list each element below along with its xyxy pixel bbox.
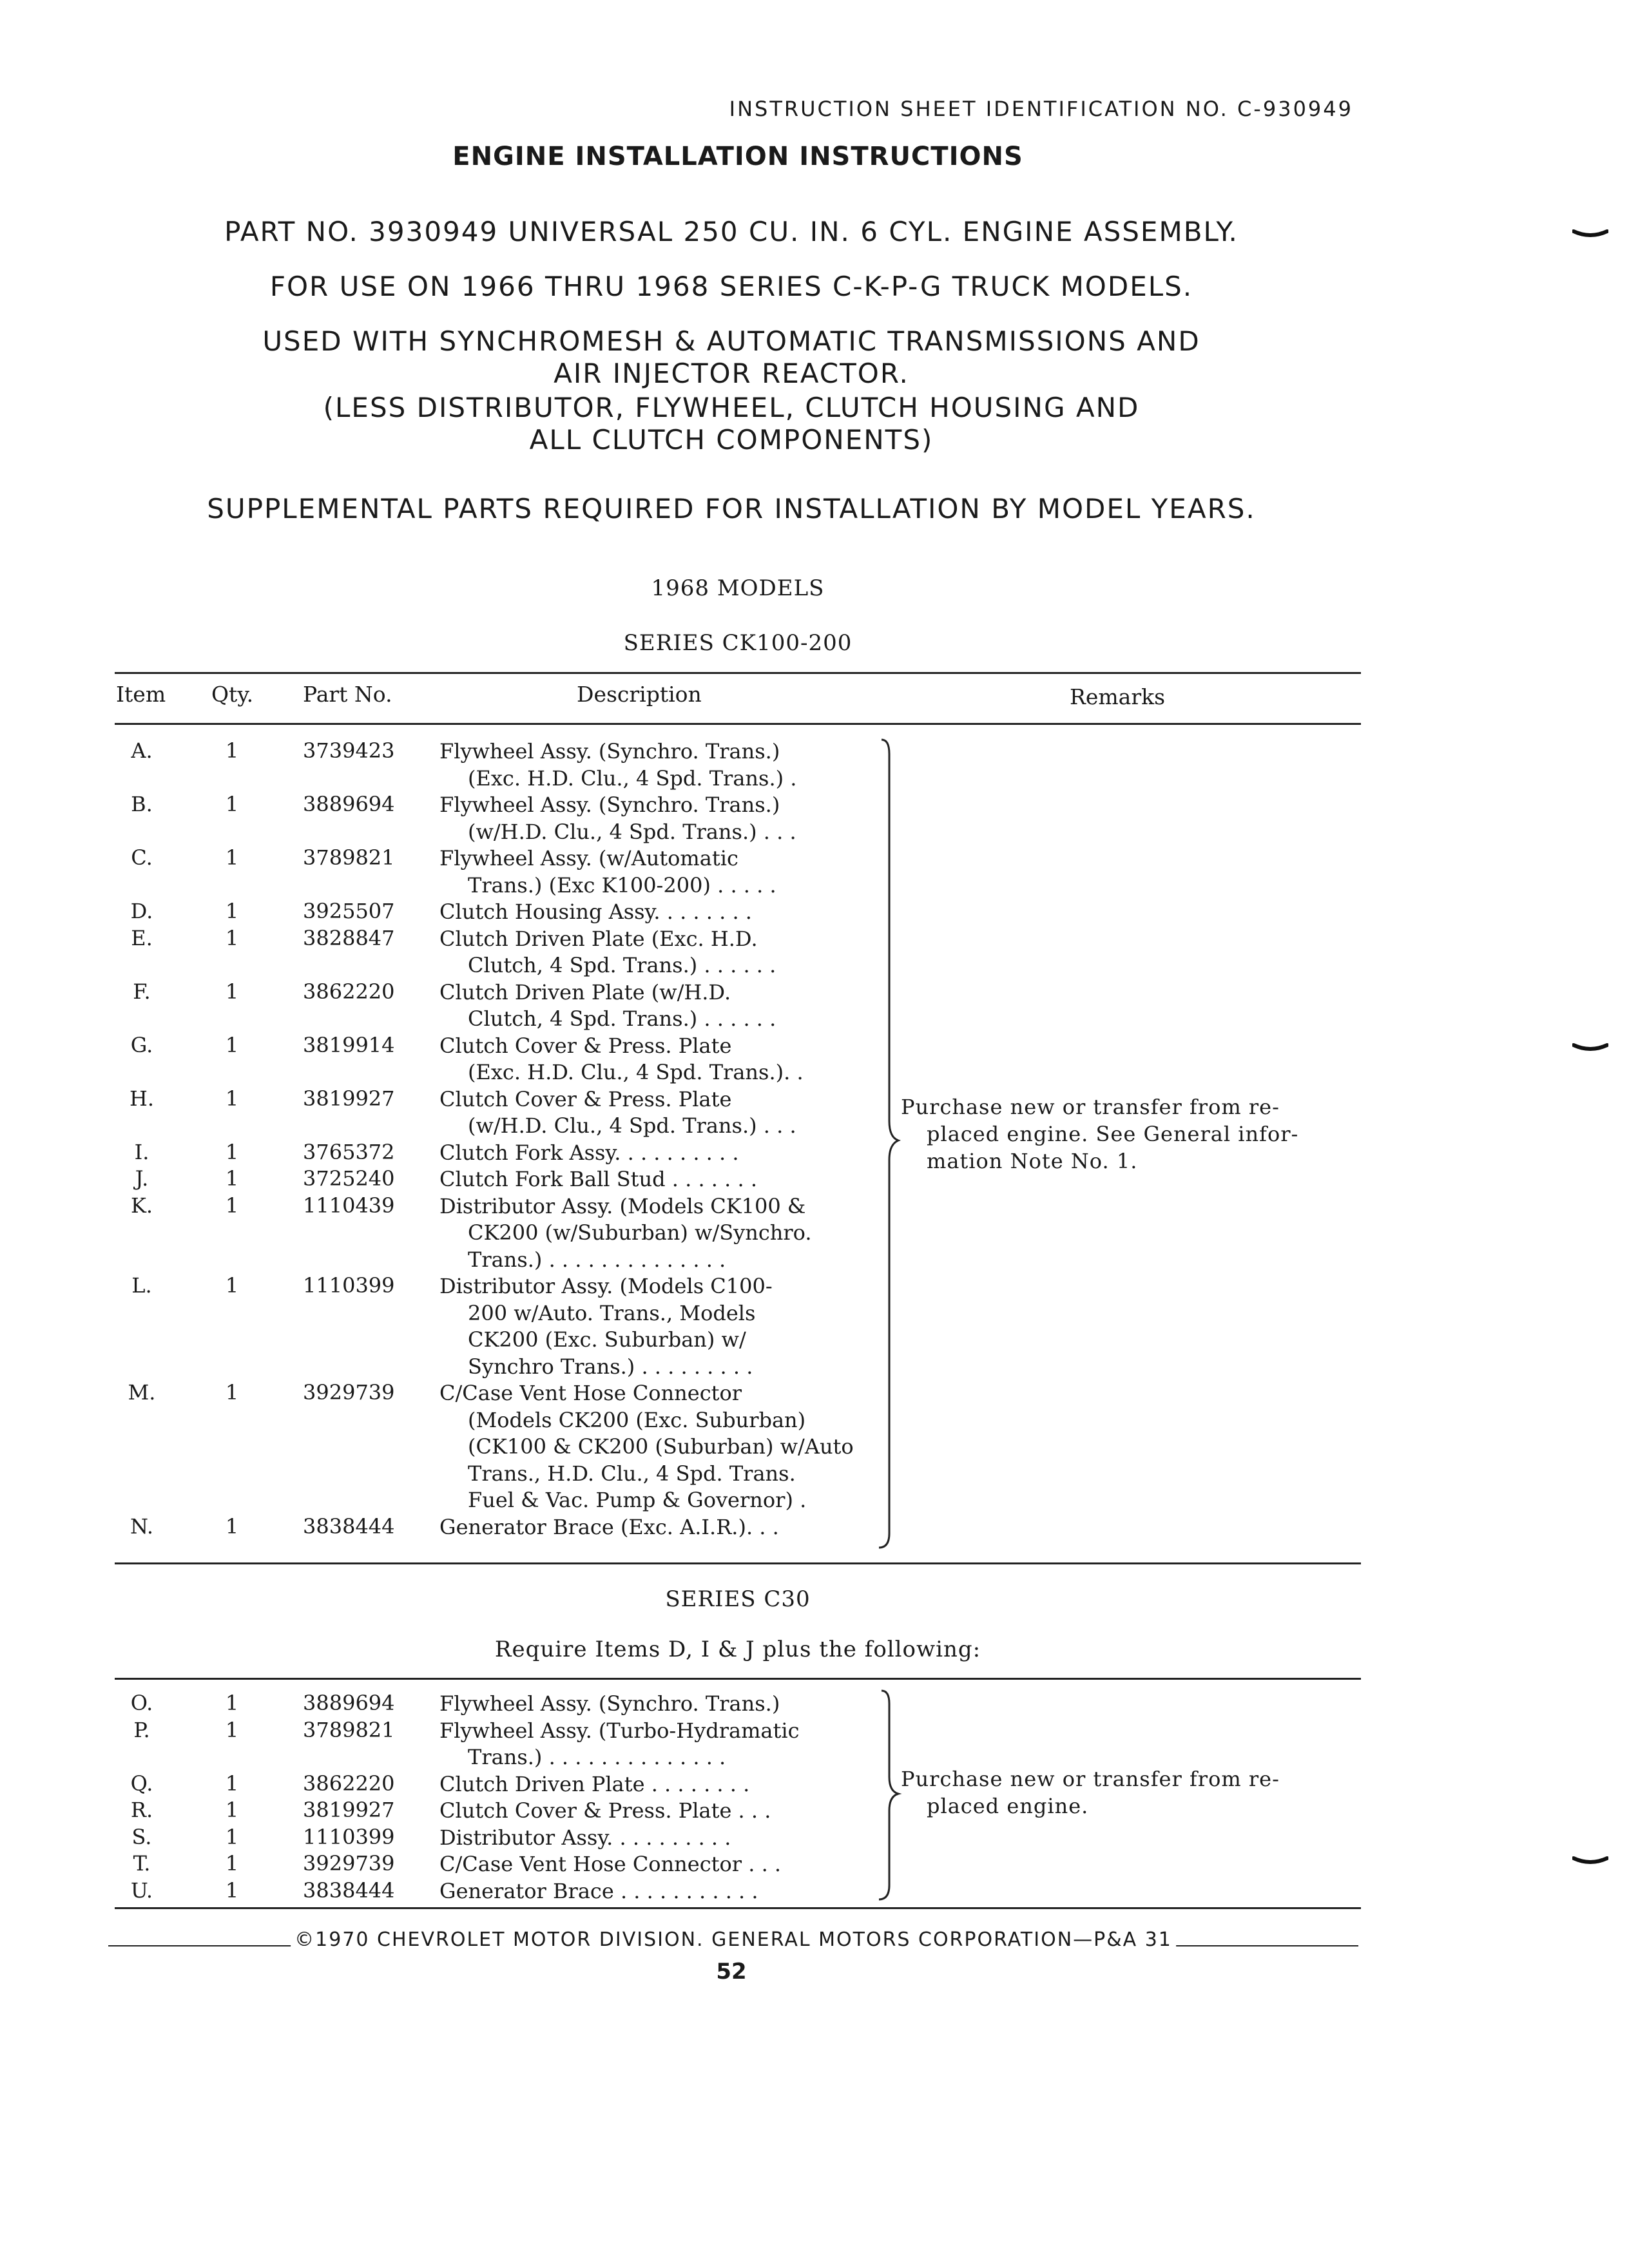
item-letter: L.: [131, 1273, 152, 1298]
quantity: 1: [225, 1798, 239, 1822]
description-line: Trans.) (Exc K100-200) . . . . .: [468, 872, 776, 898]
quantity: 1: [225, 1878, 239, 1903]
description-line: C/Case Vent Hose Connector . . .: [439, 1852, 782, 1876]
description-line: (Models CK200 (Exc. Suburban): [468, 1407, 806, 1432]
description-line: Generator Brace . . . . . . . . . . .: [439, 1878, 758, 1903]
description-line: C/Case Vent Hose Connector: [439, 1381, 742, 1405]
description-line: Clutch Driven Plate (Exc. H.D.: [439, 926, 758, 951]
item-letter: D.: [130, 899, 153, 923]
headline-air-injector: AIR INJECTOR REACTOR.: [554, 358, 909, 389]
page-title: ENGINE INSTALLATION INSTRUCTIONS: [452, 142, 1023, 171]
description-line: Flywheel Assy. (w/Automatic: [439, 846, 738, 870]
item-letter: J.: [135, 1166, 149, 1191]
description-line: Clutch Cover & Press. Plate: [439, 1033, 732, 1058]
item-letter: P.: [133, 1717, 150, 1742]
instruction-sheet-id: INSTRUCTION SHEET IDENTIFICATION NO. C-930949: [729, 97, 1353, 121]
description-line: Flywheel Assy. (Turbo-Hydramatic: [439, 1718, 800, 1743]
description: [439, 1033, 865, 1086]
margin-mark: [1572, 1043, 1608, 1053]
part-number: 1110399: [303, 1824, 395, 1849]
description: [439, 1878, 865, 1905]
part-number: 3739423: [303, 738, 395, 763]
quantity: 1: [225, 1691, 239, 1715]
part-number: 3838444: [303, 1514, 395, 1539]
description-line: Flywheel Assy. (Synchro. Trans.): [439, 793, 780, 817]
item-letter: M.: [128, 1380, 156, 1405]
table-header-rule: [115, 723, 1361, 725]
part-number: 3789821: [303, 1717, 395, 1742]
remarks-line: Purchase new or transfer from re-: [901, 1767, 1280, 1791]
item-letter: I.: [134, 1139, 149, 1164]
quantity: 1: [225, 899, 239, 923]
part-number: 3789821: [303, 845, 395, 870]
description-line: (w/H.D. Clu., 4 Spd. Trans.) . . .: [468, 1113, 796, 1138]
description-line: Clutch Fork Assy. . . . . . . . . .: [439, 1140, 739, 1165]
description: [439, 845, 865, 899]
part-number: 3819927: [303, 1086, 395, 1111]
remarks-text-1: [901, 1093, 1365, 1175]
headline-usage: FOR USE ON 1966 THRU 1968 SERIES C-K-P-G TRUCK MODELS.: [269, 271, 1193, 302]
description-line: Trans.) . . . . . . . . . . . . . .: [468, 1247, 726, 1272]
description-line: Distributor Assy. (Models CK100 &: [439, 1193, 806, 1218]
part-number: 3838444: [303, 1878, 395, 1903]
description-line: CK200 (Exc. Suburban) w/: [468, 1327, 746, 1352]
item-letter: E.: [131, 925, 153, 950]
require-items-note: Require Items D, I & J plus the following:: [494, 1637, 981, 1662]
description: [439, 1514, 865, 1541]
quantity: 1: [225, 1139, 239, 1164]
column-header-description: Description: [577, 682, 702, 707]
part-number: 3765372: [303, 1139, 395, 1164]
headline-less-components: (LESS DISTRIBUTOR, FLYWHEEL, CLUTCH HOUSING AND: [323, 392, 1140, 423]
description-line: Clutch Cover & Press. Plate: [439, 1086, 732, 1111]
remarks-line: mation Note No. 1.: [927, 1149, 1138, 1173]
table2-top-rule: [115, 1678, 1361, 1680]
quantity: 1: [225, 1851, 239, 1876]
quantity: 1: [225, 845, 239, 870]
series-heading-c30: SERIES C30: [665, 1586, 811, 1612]
description-line: Clutch Cover & Press. Plate . . .: [439, 1798, 771, 1823]
description: [439, 1380, 865, 1514]
description-line: Flywheel Assy. (Synchro. Trans.): [439, 1691, 780, 1716]
description-line: Clutch Housing Assy. . . . . . . .: [439, 899, 752, 924]
remarks-line: placed engine. See General infor-: [927, 1122, 1299, 1146]
table-top-rule: [115, 672, 1361, 674]
description-line: Clutch Fork Ball Stud . . . . . . .: [439, 1167, 757, 1191]
description: [439, 738, 865, 792]
headline-less-components-cont: ALL CLUTCH COMPONENTS): [529, 424, 934, 456]
item-letter: C.: [131, 845, 153, 870]
quantity: 1: [225, 738, 239, 763]
description: [439, 1798, 865, 1825]
part-number: 3828847: [303, 925, 395, 950]
description: [439, 1166, 865, 1193]
description: [439, 1273, 865, 1380]
item-letter: S.: [131, 1824, 152, 1849]
description-line: Clutch, 4 Spd. Trans.) . . . . . .: [468, 1006, 776, 1031]
description-line: Generator Brace (Exc. A.I.R.). . .: [439, 1514, 779, 1539]
part-number: 3725240: [303, 1166, 395, 1191]
description-line: Clutch Driven Plate . . . . . . . .: [439, 1771, 750, 1796]
description: [439, 1718, 865, 1771]
quantity: 1: [225, 1771, 239, 1796]
item-letter: R.: [130, 1798, 153, 1822]
description-line: Distributor Assy. . . . . . . . . .: [439, 1825, 731, 1850]
item-letter: U.: [130, 1878, 153, 1903]
part-number: 3862220: [303, 979, 395, 1004]
part-number: 3889694: [303, 792, 395, 816]
column-header-remarks: Remarks: [1070, 684, 1166, 709]
quantity: 1: [225, 1717, 239, 1742]
description: [439, 1086, 865, 1140]
footer: [108, 1928, 1358, 1952]
description-line: (Exc. H.D. Clu., 4 Spd. Trans.). .: [468, 1060, 804, 1084]
item-letter: T.: [133, 1851, 151, 1876]
quantity: 1: [225, 1193, 239, 1218]
description-line: Distributor Assy. (Models C100-: [439, 1274, 773, 1298]
copyright-notice: ©1970 CHEVROLET MOTOR DIVISION. GENERAL MOTORS CORPORATION—P&A 31: [291, 1928, 1176, 1951]
quantity: 1: [225, 979, 239, 1004]
description-line: Trans.) . . . . . . . . . . . . . .: [468, 1745, 726, 1769]
part-number: 3929739: [303, 1380, 395, 1405]
quantity: 1: [225, 925, 239, 950]
margin-mark: [1572, 229, 1608, 239]
description-line: Synchro Trans.) . . . . . . . . .: [468, 1354, 753, 1379]
description: [439, 1140, 865, 1167]
description: [439, 979, 865, 1033]
remarks-line: placed engine.: [927, 1794, 1089, 1818]
column-header-qty: Qty.: [211, 682, 254, 707]
part-number: 3925507: [303, 899, 395, 923]
quantity: 1: [225, 1273, 239, 1298]
quantity: 1: [225, 792, 239, 816]
item-letter: N.: [130, 1514, 154, 1539]
item-letter: B.: [131, 792, 153, 816]
part-number: 3819927: [303, 1798, 395, 1822]
remarks-text-2: [901, 1765, 1365, 1820]
description-line: CK200 (w/Suburban) w/Synchro.: [468, 1220, 812, 1245]
description-line: Flywheel Assy. (Synchro. Trans.): [439, 739, 780, 764]
description-line: Trans., H.D. Clu., 4 Spd. Trans.: [468, 1461, 796, 1486]
column-header-part-no: Part No.: [303, 682, 392, 707]
headline-part-number: PART NO. 3930949 UNIVERSAL 250 CU. IN. 6 CYL. ENGINE ASSEMBLY.: [224, 216, 1239, 247]
description-line: Clutch Driven Plate (w/H.D.: [439, 979, 731, 1004]
part-number: 3889694: [303, 1691, 395, 1715]
item-letter: O.: [130, 1691, 153, 1715]
table-bottom-rule: [115, 1562, 1361, 1564]
description-line: (CK100 & CK200 (Suburban) w/Auto: [468, 1434, 854, 1459]
description: [439, 926, 865, 979]
headline-transmissions: USED WITH SYNCHROMESH & AUTOMATIC TRANSMISSIONS AND: [262, 325, 1200, 357]
description-line: (w/H.D. Clu., 4 Spd. Trans.) . . .: [468, 819, 796, 844]
item-letter: G.: [130, 1032, 153, 1057]
description-line: 200 w/Auto. Trans., Models: [468, 1300, 756, 1325]
quantity: 1: [225, 1032, 239, 1057]
models-heading: 1968 MODELS: [651, 575, 825, 601]
part-number: 1110439: [303, 1193, 395, 1218]
supplemental-heading: SUPPLEMENTAL PARTS REQUIRED FOR INSTALLATION BY MODEL YEARS.: [207, 493, 1256, 524]
item-letter: K.: [130, 1193, 153, 1218]
series-heading-ck100-200: SERIES CK100-200: [623, 630, 853, 656]
description: [439, 1825, 865, 1852]
remarks-line: Purchase new or transfer from re-: [901, 1095, 1280, 1119]
item-letter: F.: [133, 979, 151, 1004]
page-number: 52: [716, 1959, 747, 1984]
item-letter: Q.: [130, 1771, 153, 1796]
quantity: 1: [225, 1514, 239, 1539]
table2-bottom-rule: [115, 1907, 1361, 1909]
description: [439, 1771, 865, 1798]
description: [439, 1193, 865, 1274]
description: [439, 1691, 865, 1718]
margin-mark: [1572, 1856, 1608, 1866]
part-number: 3819914: [303, 1032, 395, 1057]
quantity: 1: [225, 1380, 239, 1405]
description-line: Fuel & Vac. Pump & Governor) .: [468, 1488, 807, 1512]
part-number: 1110399: [303, 1273, 395, 1298]
description: [439, 792, 865, 845]
item-letter: H.: [129, 1086, 155, 1111]
description: [439, 1851, 865, 1878]
column-header-item: Item: [116, 682, 166, 707]
description-line: (Exc. H.D. Clu., 4 Spd. Trans.) .: [468, 765, 797, 791]
part-number: 3862220: [303, 1771, 395, 1796]
quantity: 1: [225, 1824, 239, 1849]
part-number: 3929739: [303, 1851, 395, 1876]
quantity: 1: [225, 1086, 239, 1111]
description: [439, 899, 865, 926]
description-line: Clutch, 4 Spd. Trans.) . . . . . .: [468, 953, 776, 977]
item-letter: A.: [131, 738, 153, 763]
quantity: 1: [225, 1166, 239, 1191]
